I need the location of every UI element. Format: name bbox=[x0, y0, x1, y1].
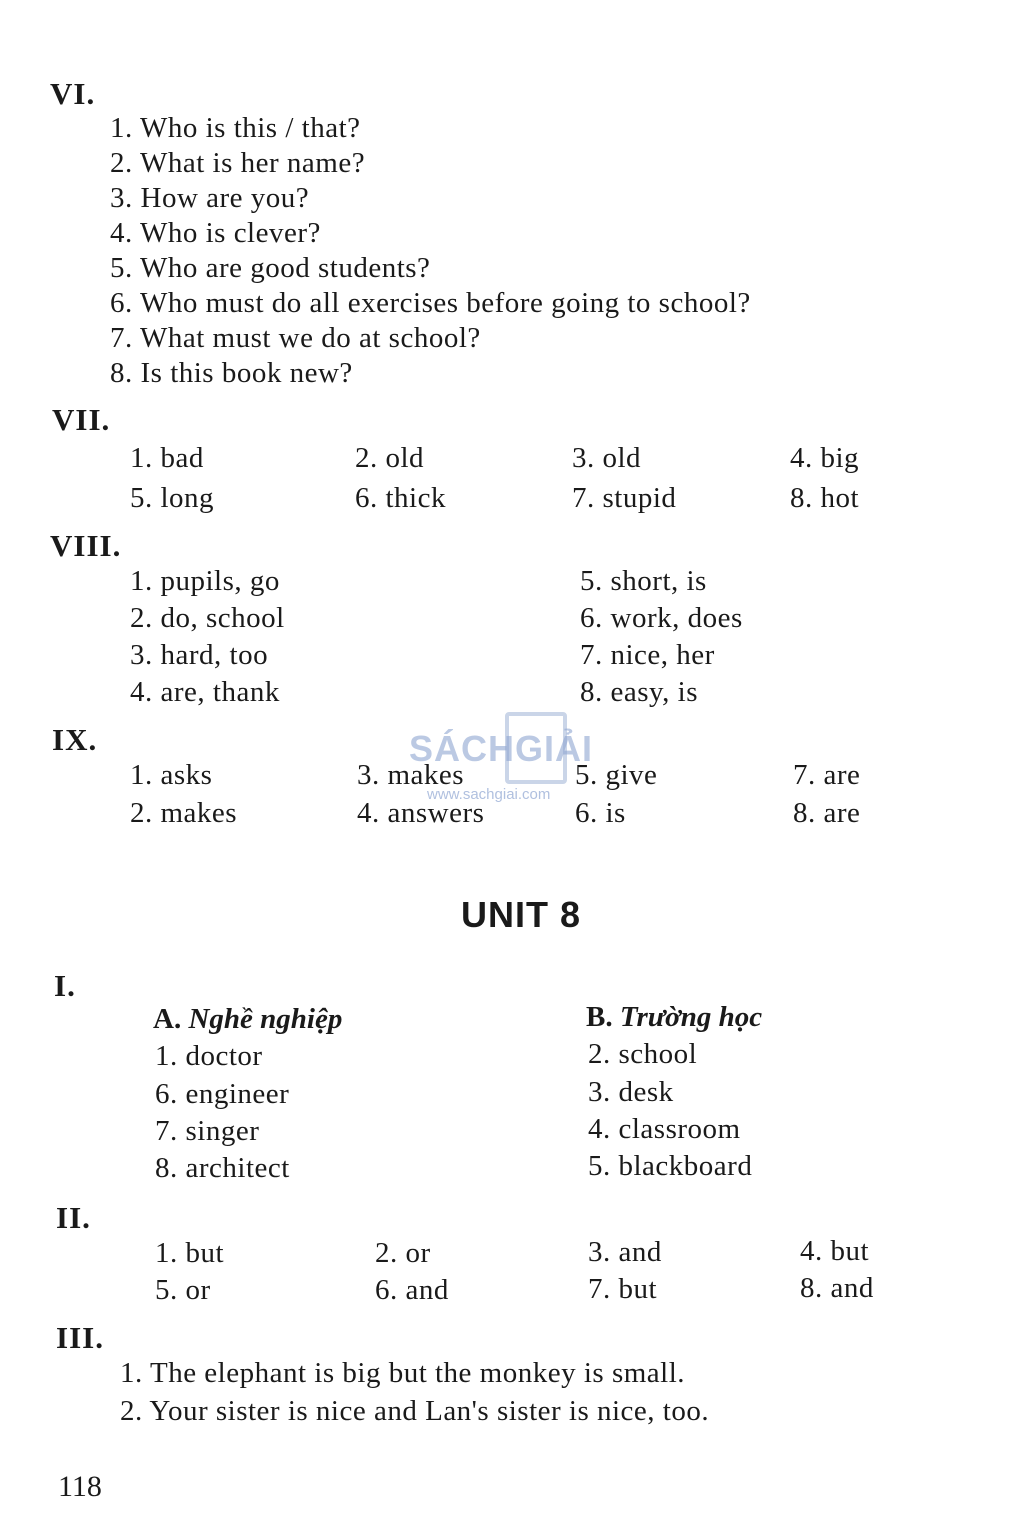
answer-cell: 8. and bbox=[800, 1272, 874, 1304]
group-title: Nghề nghiệp bbox=[188, 1003, 343, 1035]
answer-cell: 8. hot bbox=[790, 482, 860, 514]
answer-cell: 3. old bbox=[572, 442, 642, 474]
question-line: 4. Who is clever? bbox=[110, 217, 321, 249]
answer-cell: 2. makes bbox=[130, 797, 238, 829]
answer-cell: 6. and bbox=[375, 1274, 449, 1306]
answer-cell: 4. classroom bbox=[588, 1113, 741, 1145]
answer-cell: 4. but bbox=[800, 1235, 870, 1267]
sentence-line: 1. The elephant is big but the monkey is small. bbox=[120, 1357, 686, 1389]
sentence-line: 2. Your sister is nice and Lan's sister is nice, too. bbox=[120, 1395, 710, 1427]
question-line: 3. How are you? bbox=[110, 182, 310, 214]
answer-cell: 2. school bbox=[588, 1038, 698, 1070]
answer-cell: 8. are bbox=[793, 797, 861, 829]
section-heading-vii: VII. bbox=[52, 402, 111, 437]
page-number: 118 bbox=[58, 1470, 102, 1503]
group-letter: A. bbox=[153, 1003, 182, 1035]
answer-cell: 1. but bbox=[155, 1237, 225, 1269]
question-line: 6. Who must do all exercises before going to school? bbox=[110, 287, 751, 319]
answer-cell: 5. blackboard bbox=[588, 1150, 753, 1182]
answer-cell: 2. old bbox=[355, 442, 425, 474]
answer-cell: 2. do, school bbox=[130, 602, 285, 634]
question-line: 7. What must we do at school? bbox=[110, 322, 481, 354]
answer-cell: 7. nice, her bbox=[580, 639, 715, 671]
answer-cell: 7. are bbox=[793, 759, 861, 791]
answer-cell: 1. bad bbox=[130, 442, 204, 474]
answer-cell: 2. or bbox=[375, 1237, 431, 1269]
answer-cell: 7. stupid bbox=[572, 482, 677, 514]
section-heading-i: I. bbox=[54, 968, 76, 1003]
answer-cell: 1. pupils, go bbox=[130, 565, 280, 597]
answer-cell: 6. is bbox=[575, 797, 626, 829]
question-line: 5. Who are good students? bbox=[110, 252, 431, 284]
answer-cell: 6. thick bbox=[355, 482, 446, 514]
answer-cell: 3. and bbox=[588, 1236, 662, 1268]
group-title: Trường học bbox=[619, 1001, 763, 1033]
answer-cell: 3. hard, too bbox=[130, 639, 269, 671]
answer-cell: 3. desk bbox=[588, 1076, 674, 1108]
question-line: 1. Who is this / that? bbox=[110, 112, 361, 144]
answer-cell: 5. or bbox=[155, 1274, 211, 1306]
section-heading-ix: IX. bbox=[52, 722, 98, 757]
watermark-name: SÁCHGIẢI bbox=[409, 728, 594, 769]
answer-cell: 4. big bbox=[790, 442, 860, 474]
question-line: 8. Is this book new? bbox=[110, 357, 353, 389]
group-header-a bbox=[153, 1003, 342, 1036]
unit-title: UNIT 8 bbox=[461, 894, 582, 935]
section-heading-viii: VIII. bbox=[50, 528, 122, 563]
answer-cell: 5. long bbox=[130, 482, 215, 514]
answer-cell: 7. singer bbox=[155, 1115, 260, 1147]
section-heading-vi: VI. bbox=[50, 76, 96, 111]
group-header-b bbox=[586, 1001, 762, 1034]
answer-cell: 6. engineer bbox=[155, 1078, 290, 1110]
answer-cell: 8. easy, is bbox=[580, 676, 698, 708]
answer-cell: 4. answers bbox=[357, 797, 485, 829]
question-line: 2. What is her name? bbox=[110, 147, 366, 179]
answer-cell: 1. asks bbox=[130, 759, 213, 791]
section-heading-iii: III. bbox=[56, 1320, 104, 1355]
answer-cell: 3. makes bbox=[357, 759, 465, 791]
answer-cell: 8. architect bbox=[155, 1152, 290, 1184]
answer-cell: 6. work, does bbox=[580, 602, 743, 634]
group-letter: B. bbox=[586, 1001, 613, 1033]
answer-cell: 4. are, thank bbox=[130, 676, 280, 708]
section-heading-ii: II. bbox=[56, 1200, 91, 1235]
answer-cell: 5. short, is bbox=[580, 565, 707, 597]
answer-cell: 7. but bbox=[588, 1273, 658, 1305]
answer-cell: 5. give bbox=[575, 759, 658, 791]
answer-cell: 1. doctor bbox=[155, 1040, 263, 1072]
watermark-url: www.sachgiai.com bbox=[427, 786, 551, 803]
